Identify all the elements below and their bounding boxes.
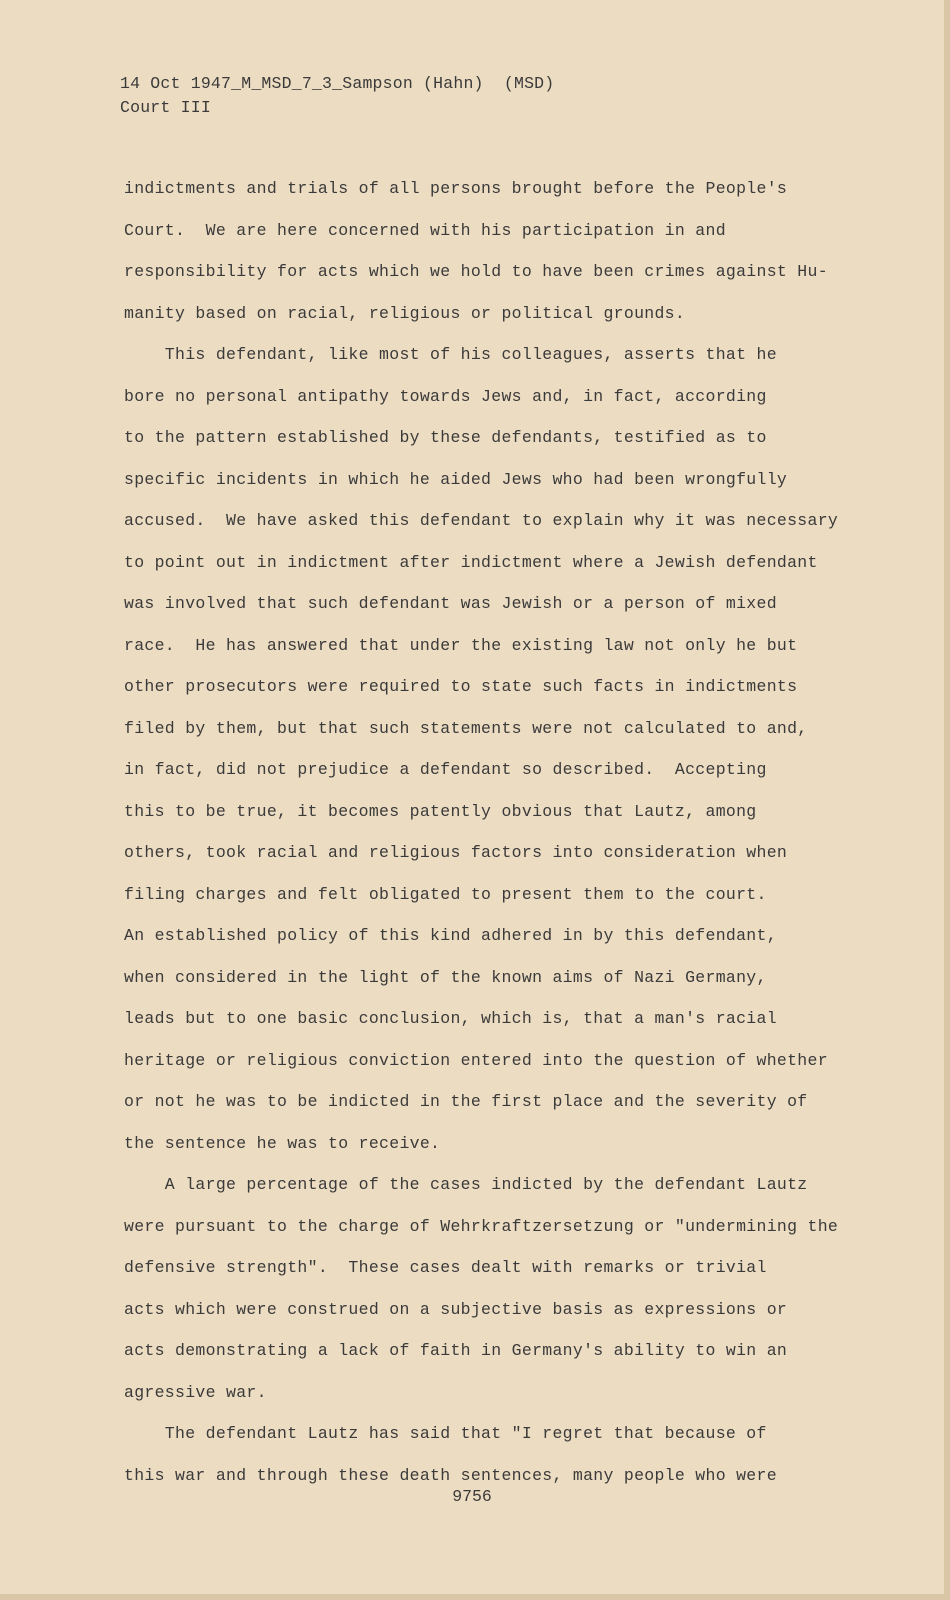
header-reference-line: 14 Oct 1947_M_MSD_7_3_Sampson (Hahn) (MSD) (120, 74, 555, 93)
text-line: to point out in indictment after indictment where a Jewish defendant (124, 552, 818, 572)
text-line: The defendant Lautz has said that "I regret that because of (124, 1424, 767, 1443)
text-line: Court. We are here concerned with his participation in and (124, 220, 726, 240)
text-line: This defendant, like most of his colleagues, asserts that he (124, 345, 777, 364)
text-line: was involved that such defendant was Jewish or a person of mixed (124, 594, 777, 613)
text-line: indictments and trials of all persons brought before the People's (124, 179, 788, 198)
text-line: A large percentage of the cases indicted by the defendant Lautz (124, 1175, 808, 1194)
text-line: others, took racial and religious factors into consideration when (124, 843, 788, 862)
document-header (120, 72, 554, 120)
text-line: acts demonstrating a lack of faith in Germany's ability to win an (124, 1341, 788, 1360)
text-line: filing charges and felt obligated to present them to the court. (124, 884, 767, 904)
text-line: defensive strength". These cases dealt with remarks or trivial (124, 1258, 767, 1277)
text-line: specific incidents in which he aided Jews who had been wrongfully (124, 469, 788, 489)
text-line: were pursuant to the charge of Wehrkraftzersetzung or "undermining the (124, 1216, 839, 1236)
text-line: acts which were construed on a subjective basis as expressions or (124, 1299, 788, 1319)
text-line: in fact, did not prejudice a defendant so described. Accepting (124, 760, 767, 779)
text-line: when considered in the light of the known aims of Nazi Germany, (124, 967, 767, 987)
text-line: manity based on racial, religious or political grounds. (124, 303, 686, 323)
page-number: 9756 (452, 1487, 492, 1506)
text-line: filed by them, but that such statements were not calculated to and, (124, 718, 808, 738)
text-line: or not he was to be indicted in the first place and the severity of (124, 1092, 808, 1111)
text-line: this war and through these death sentences, many people who were (124, 1465, 777, 1485)
text-line: this to be true, it becomes patently obvious that Lautz, among (124, 801, 757, 821)
header-court-line: Court III (120, 98, 211, 117)
document-body (124, 168, 859, 1496)
text-line: responsibility for acts which we hold to have been crimes against Hu- (124, 262, 828, 281)
text-line: accused. We have asked this defendant to explain why it was necessary (124, 511, 839, 530)
text-line: agressive war. (124, 1382, 267, 1402)
text-line: race. He has answered that under the existing law not only he but (124, 635, 798, 655)
text-line: to the pattern established by these defendants, testified as to (124, 428, 767, 447)
text-line: An established policy of this kind adhered in by this defendant, (124, 926, 777, 945)
text-line: heritage or religious conviction entered into the question of whether (124, 1050, 828, 1070)
text-line: the sentence he was to receive. (124, 1133, 441, 1153)
text-line: leads but to one basic conclusion, which is, that a man's racial (124, 1009, 777, 1028)
text-line: bore no personal antipathy towards Jews and, in fact, according (124, 386, 767, 406)
text-line: other prosecutors were required to state such facts in indictments (124, 677, 798, 696)
